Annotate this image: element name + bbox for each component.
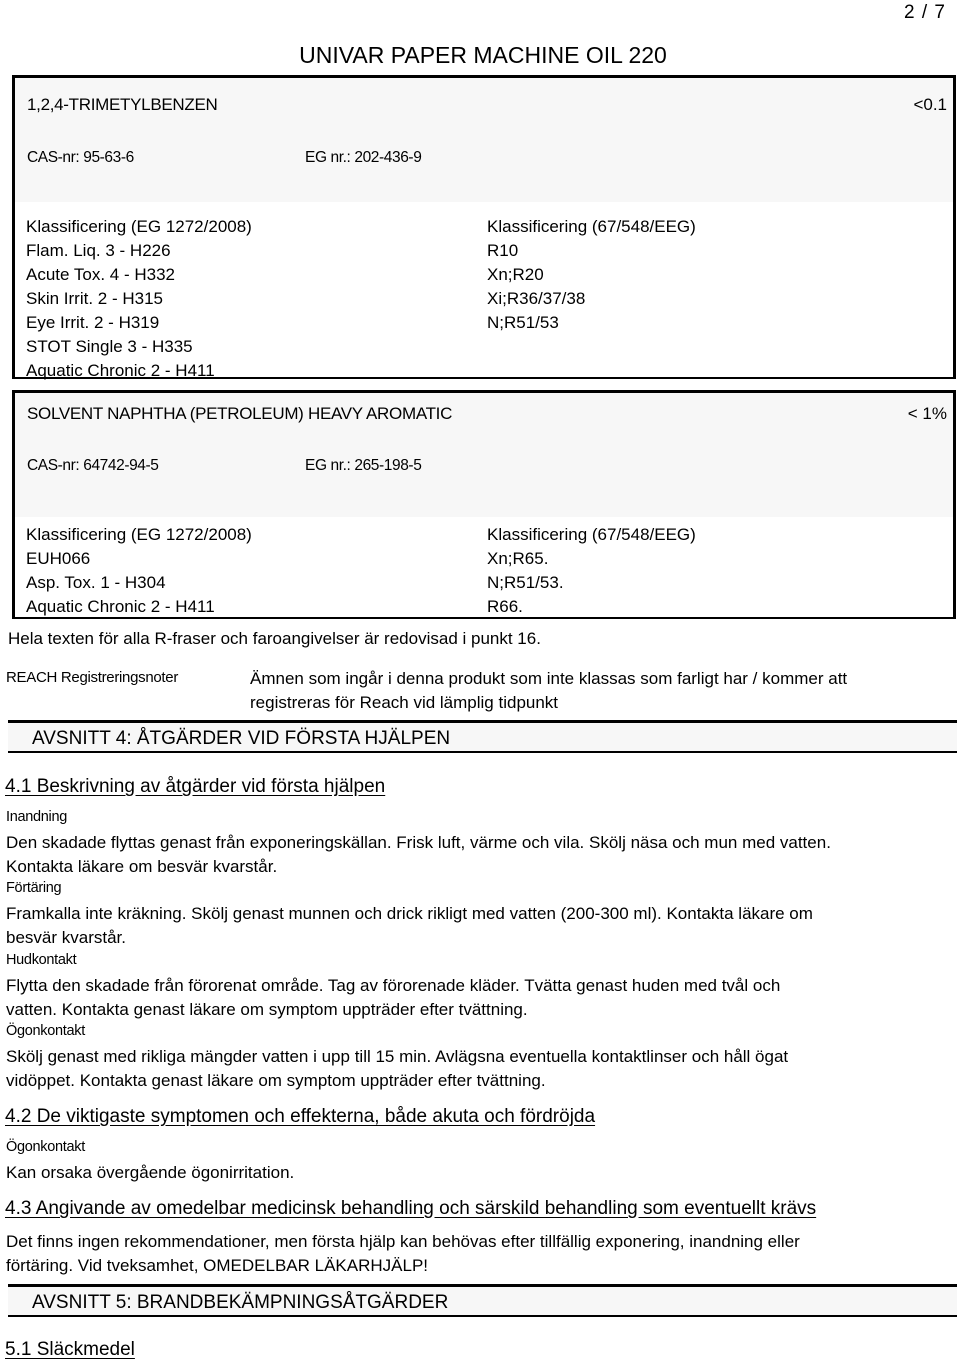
- reach-text: Ämnen som ingår i denna produkt som inte klassas som farligt har / kommer att registreras för Reach vid lämplig tidpunkt: [250, 669, 848, 712]
- subsection-title: 4.2 De viktigaste symptomen och effekterna, både akuta och fördröjda: [5, 1106, 596, 1127]
- eg-number: EG nr.: 202-436-9: [305, 149, 422, 166]
- substance-name: SOLVENT NAPHTHA (PETROLEUM) HEAVY AROMATIC: [27, 404, 453, 423]
- eec-line: Xi;R36/37/38: [487, 289, 586, 308]
- text-line: besvär kvarstår.: [6, 928, 126, 947]
- substance-box: [12, 75, 956, 379]
- subsection-title: 4.3 Angivande av omedelbar medicinsk behandling och särskild behandling som eventuellt krävs: [5, 1198, 817, 1219]
- clp-line: Acute Tox. 4 - H332: [26, 265, 175, 284]
- text-line: förtäring. Vid tveksamhet, OMEDELBAR LÄKARHJÄLP!: [6, 1256, 429, 1275]
- route-label: Ögonkontakt: [6, 1023, 85, 1039]
- eec-line: N;R51/53.: [487, 573, 564, 592]
- subsection-title: 5.1 Släckmedel: [5, 1339, 135, 1360]
- reach-label: REACH Registreringsnoter: [6, 669, 179, 686]
- route-text: Kan orsaka övergående ögonirritation.: [6, 1163, 295, 1182]
- eec-line: N;R51/53: [487, 313, 559, 332]
- section-header: [8, 720, 957, 753]
- route-text: [6, 1230, 800, 1278]
- clp-line: Eye Irrit. 2 - H319: [26, 313, 160, 332]
- clp-line: Skin Irrit. 2 - H315: [26, 289, 163, 308]
- clp-line: STOT Single 3 - H335: [26, 337, 193, 356]
- text-line: Den skadade flyttas genast från exponeringskällan. Frisk luft, värme och vila. Skölj näsa och mun med vatten.: [6, 833, 831, 852]
- eec-line: Xn;R20: [487, 265, 544, 284]
- route-text: [6, 902, 813, 950]
- eec-classification: [487, 523, 696, 619]
- clp-line: Klassificering (EG 1272/2008): [26, 525, 252, 544]
- route-label: Förtäring: [6, 880, 62, 896]
- eec-line: R10: [487, 241, 519, 260]
- clp-line: Aquatic Chronic 2 - H411: [26, 361, 215, 380]
- route-label: Hudkontakt: [6, 952, 77, 968]
- eec-line: Klassificering (67/548/EEG): [487, 525, 696, 544]
- clp-line: EUH066: [26, 549, 91, 568]
- route-text: [6, 974, 780, 1022]
- substance-name: 1,2,4-TRIMETYLBENZEN: [27, 95, 218, 114]
- eg-number: EG nr.: 265-198-5: [305, 457, 422, 474]
- clp-line: Asp. Tox. 1 - H304: [26, 573, 166, 592]
- text-line: Flytta den skadade från förorenat område. Tag av förorenade kläder. Tvätta genast huden med tvål och: [6, 976, 781, 995]
- clp-classification: [26, 215, 252, 383]
- eec-line: R66.: [487, 597, 523, 616]
- text-line: Kontakta läkare om besvär kvarstår.: [6, 857, 278, 876]
- route-label: Inandning: [6, 809, 67, 825]
- text-line: vidöppet. Kontakta genast läkare om symptom uppträder efter tvättning.: [6, 1071, 546, 1090]
- text-line: Det finns ingen rekommendationer, men första hjälp kan behövas efter tillfällig exponering, inandning eller: [6, 1232, 800, 1251]
- subsection-title: 4.1 Beskrivning av åtgärder vid första hjälpen: [5, 776, 386, 797]
- route-label: Ögonkontakt: [6, 1139, 85, 1155]
- substance-concentration: <0.1: [913, 95, 947, 114]
- section-title: AVSNITT 5: BRANDBEKÄMPNINGSÅTGÄRDER: [32, 1292, 449, 1313]
- clp-line: Klassificering (EG 1272/2008): [26, 217, 252, 236]
- section-title: AVSNITT 4: ÅTGÄRDER VID FÖRSTA HJÄLPEN: [32, 728, 451, 749]
- eec-classification: [487, 215, 696, 335]
- eec-line: Klassificering (67/548/EEG): [487, 217, 696, 236]
- section-header: [8, 1284, 957, 1317]
- text-line: vatten. Kontakta genast läkare om symptom uppträder efter tvättning.: [6, 1000, 528, 1019]
- page-number: 2 / 7: [904, 2, 946, 23]
- cas-number: CAS-nr: 95-63-6: [27, 149, 134, 166]
- document-title: UNIVAR PAPER MACHINE OIL 220: [299, 42, 667, 68]
- text-line: Skölj genast med rikliga mängder vatten i upp till 15 min. Avlägsna eventuella kontaktlinser och håll ögat: [6, 1047, 789, 1066]
- route-text: [6, 831, 831, 879]
- route-text: [6, 1045, 788, 1093]
- full-text-note: Hela texten för alla R-fraser och faroangivelser är redovisad i punkt 16.: [8, 629, 541, 648]
- clp-line: Flam. Liq. 3 - H226: [26, 241, 171, 260]
- substance-concentration: < 1%: [907, 404, 947, 423]
- clp-classification: [26, 523, 252, 619]
- eec-line: Xn;R65.: [487, 549, 549, 568]
- substance-box: [12, 390, 956, 619]
- text-line: Framkalla inte kräkning. Skölj genast munnen och drick rikligt med vatten (200-300 ml). Kontakta läkare om: [6, 904, 813, 923]
- clp-line: Aquatic Chronic 2 - H411: [26, 597, 215, 616]
- cas-number: CAS-nr: 64742-94-5: [27, 457, 159, 474]
